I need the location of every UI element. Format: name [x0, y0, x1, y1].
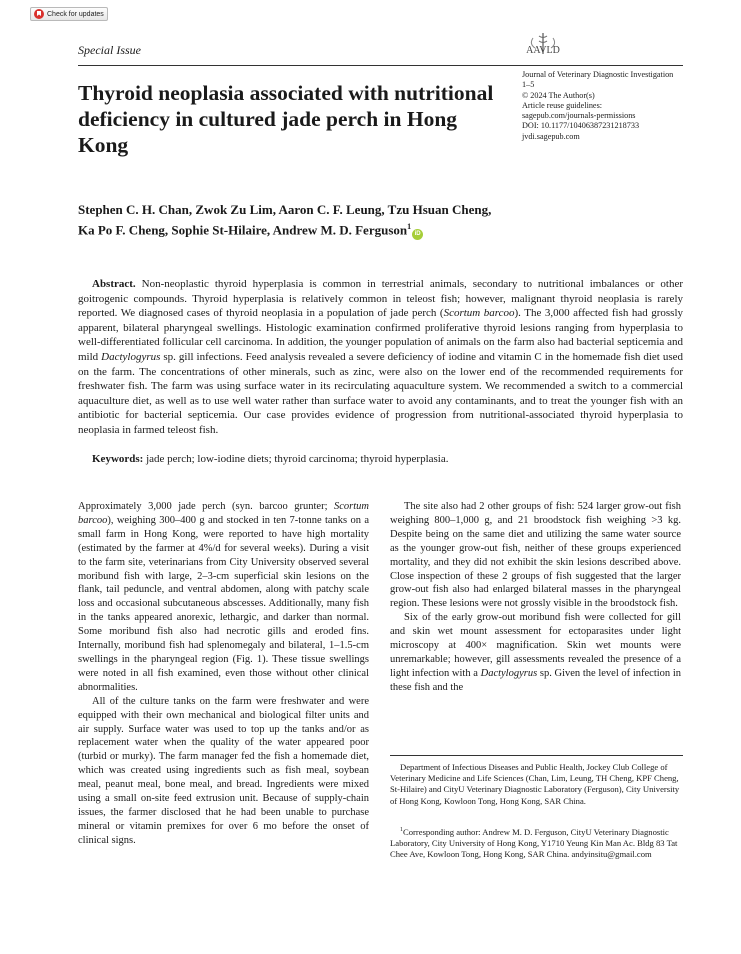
- bookmark-icon: [34, 9, 44, 19]
- body-text: Six of the early grow-out moribund fish were collected for gill and skin wet mount assessment for ectoparasites under light microscopy at 400× magnification. Skin wet mounts were unremarkable; however, gill assessments revealed the presence of a light infection with a: [390, 612, 681, 679]
- body-text: sp. Given the level of infection in these fish and the: [390, 667, 681, 693]
- body-paragraph: [390, 611, 681, 694]
- journal-doi[interactable]: DOI: 10.1177/10406387231218733: [522, 121, 640, 131]
- corresponding-text: Corresponding author: Andrew M. D. Ferguson, CityU Veterinary Diagnostic Laboratory, City University of Hong Kong, Y1710 Yeung Kin Man Ac. Bldg 83 Tat Chee Ave, Kowloon Tong, Hong Kong, SAR China. andyinsitu@gmail.com: [390, 826, 678, 860]
- check-for-updates-label: Check for updates: [47, 10, 104, 18]
- authors-line-2: [78, 218, 558, 240]
- abstract-genus: Dactylogyrus: [101, 350, 161, 363]
- corresponding-mark: 1: [400, 827, 403, 833]
- authors-line-2-text: Ka Po F. Cheng, Sophie St-Hilaire, Andrew M. D. Ferguson: [78, 222, 408, 238]
- body-text: ), weighing 300–400 g and stocked in ten 7-tonne tanks on a small farm in Hong Kong, were reported to have high mortality (estimated by the farmer at 4%/d for several weeks). During a visit to the farm site, veterinarians from City University observed several moribund fish with large, 2–3-cm superficial skin lesions on the flank, tail peduncle, and ventral abdomen, along with patchy scale loss and occasional subcutaneous abscesses. Additionally, many fish in the tanks appeared anorexic, lethargic, and darker than normal. Some moribund fish also had necrotic gills and eroded fins. Internally, moribund fish had splenomegaly and bilateral, 1–1.5-cm swellings in the pharyngeal region (Fig. 1). These tissue swellings were noted in all fish examined, even those without other clinical abnormalities.: [78, 514, 369, 693]
- abstract-part-1: Non-neoplastic thyroid hyperplasia is common in terrestrial animals, secondary to nutritional imbalances or other goitrogenic compounds. Thyroid hyperplasia is relatively common in teleost fish; however, malignant thyroid neoplasia is rarely reported. We diagnosed cases of thyroid neoplasia in a population of jade perch (: [78, 278, 683, 320]
- abstract-part-3: sp. gill infections. Feed analysis revealed a severe deficiency of iodine and vitamin C in the homemade fish diet used on the farm. The concentrations of other minerals, such as zinc, were also on the lower end of the recommended requirements for freshwater fish. The farm was using surface water in its recirculating aquaculture system. We recommended a switch to a commercial aquaculture diet, as well as to use well water rather than surface water to avoid any contaminants, and to treat the younger fish with an antibiotic for bacterial septicemia. Our case provides evidence of progression from nutritional-associated thyroid hyperplasia to neoplasia in farmed teleost fish.: [78, 350, 683, 436]
- corresponding-author-footnote: [390, 825, 682, 860]
- journal-site[interactable]: jvdi.sagepub.com: [522, 131, 580, 141]
- body-paragraph: The site also had 2 other groups of fish: 524 larger grow-out fish weighing 800–1,000 g, and 21 broodstock fish weighing >3 kg. Despite being on the same diet and utilizing the same water source as the younger grow-out fish, neither of these groups experienced mortality, and they did not exhibit the skin lesions described above. Close inspection of these 2 groups of fish suggested that the larger grow-out fish also had enlarged bilateral masses in the pharyngeal region. These lesions were not grossly visible in the broodstock fish.: [390, 501, 681, 610]
- aavld-logo: [519, 32, 567, 58]
- journal-copyright: © 2024 The Author(s): [522, 90, 595, 100]
- authors-line-1: Stephen C. H. Chan, Zwok Zu Lim, Aaron C. F. Leung, Tzu Hsuan Cheng,: [78, 202, 492, 217]
- body-right-column: [390, 500, 681, 695]
- abstract-label: Abstract.: [92, 278, 136, 290]
- journal-pages: 1–5: [522, 80, 535, 90]
- issue-label: Special Issue: [78, 43, 141, 57]
- abstract: [78, 277, 683, 438]
- affiliation-mark: 1: [407, 222, 412, 231]
- logo-text: AAVLD: [526, 45, 560, 56]
- check-for-updates-button[interactable]: [30, 7, 108, 21]
- affiliation-footnote: Department of Infectious Diseases and Public Health, Jockey Club College of Veterinary Medicine and Life Sciences (Chan, Lim, Leung, TH Cheng, KPF Cheng, St-Hilaire) and CityU Veterinary Diagnostic Laboratory (Ferguson), City University of Hong Kong, Kowloon Tong, Hong Kong, SAR China.: [390, 762, 680, 806]
- body-text: Approximately 3,000 jade perch (syn. barcoo grunter;: [78, 501, 334, 512]
- article-title: Thyroid neoplasia associated with nutritional deficiency in cultured jade perch in Hong Kong: [78, 81, 494, 157]
- abstract-part-2: ). The 3,000 affected fish had grossly apparent, bilateral pharyngeal swellings. Histologic examination confirmed proliferative thyroid lesions ranging from hyperplasia to well-differentiated follicular cell carcinoma. In addition, the younger population of animals on the farm also had bacterial septicemia and mild: [78, 307, 683, 363]
- keywords: [92, 453, 682, 465]
- journal-reuse-link[interactable]: sagepub.com/journals-permissions: [522, 111, 636, 121]
- journal-name: Journal of Veterinary Diagnostic Investigation: [522, 70, 674, 79]
- header-rule: [78, 65, 683, 66]
- orcid-icon[interactable]: iD: [412, 229, 423, 240]
- keywords-text: jade perch; low-iodine diets; thyroid carcinoma; thyroid hyperplasia.: [143, 453, 449, 465]
- species-name: Scortum barcoo: [78, 501, 369, 526]
- body-paragraph: All of the culture tanks on the farm were freshwater and were equipped with their own mechanical and biological filter units and air supply. Surface water was used to top up the tanks and/or as replacement water when the quality of the water appeared poor (turbid or murky). The farm manager fed the fish a homemade diet, which was created using ingredients such as fish meal, soybean meal, peanut meal, bone meal, and bread. Ingredients were mixed using a small on-site feed extrusion unit. Because of supply-chain issues, the farmer disclosed that he had been unable to purchase mineral or vitamin premixes for over 6 mo before the onset of clinical signs.: [78, 695, 369, 846]
- journal-reuse-label: Article reuse guidelines:: [522, 100, 603, 110]
- keywords-label: Keywords:: [92, 453, 144, 465]
- author-list: [78, 201, 558, 240]
- abstract-species: Scortum barcoo: [443, 307, 515, 320]
- footnote-rule: [390, 755, 683, 756]
- genus-name: Dactylogyrus: [480, 667, 538, 679]
- body-paragraph: [78, 500, 369, 695]
- journal-info: [522, 70, 687, 142]
- body-left-column: [78, 500, 369, 848]
